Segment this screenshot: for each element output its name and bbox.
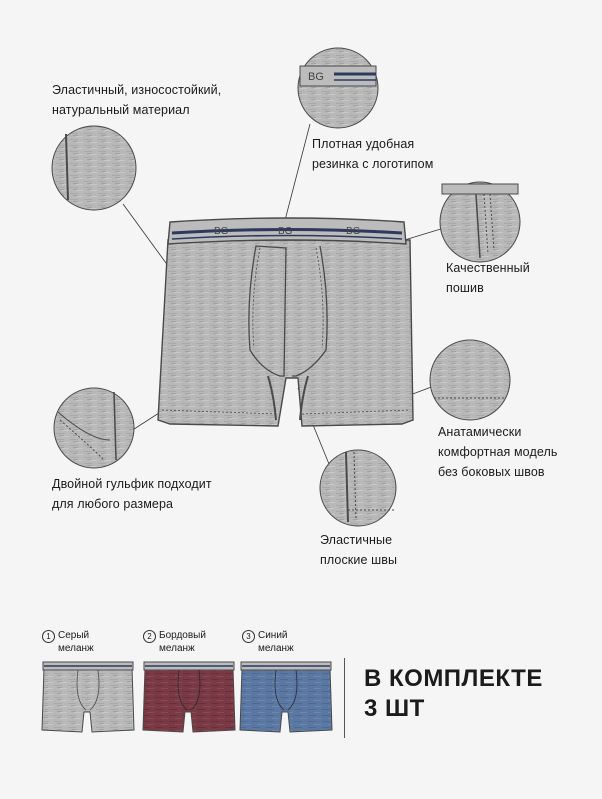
zoom-side	[430, 340, 510, 420]
feature-anatomic-line3: без боковых швов	[438, 465, 545, 479]
color-option-1-type: меланж	[58, 643, 94, 654]
logo-right: BG	[346, 226, 361, 237]
divider	[344, 658, 345, 738]
logo-zoom: BG	[308, 71, 324, 83]
feature-anatomic-line2: комфортная модель	[438, 445, 558, 459]
feature-material-line1: Эластичный, износостойкий,	[52, 83, 222, 97]
color-option-2-type: меланж	[159, 643, 195, 654]
feature-waistband-line1: Плотная удобная	[312, 137, 415, 151]
color-option-1	[42, 630, 94, 655]
set-title-line1: В КОМПЛЕКТЕ	[364, 665, 543, 692]
swatch-burgundy	[143, 662, 235, 732]
feature-fly-line2: для любого размера	[52, 497, 174, 511]
feature-fly-line1: Двойной гульфик подходит	[52, 477, 212, 491]
feature-seams-line2: плоские швы	[320, 553, 398, 567]
zoom-fly	[54, 388, 134, 468]
feature-waistband-line2: резинка с логотипом	[312, 157, 434, 171]
feature-material-line2: натуральный материал	[52, 103, 190, 117]
zoom-seams	[320, 450, 396, 526]
feature-waistband	[312, 134, 433, 174]
feature-quality-line1: Качественный	[446, 261, 530, 275]
color-option-2-number: 2	[143, 630, 156, 643]
color-option-3	[242, 630, 294, 655]
set-title-line2: 3 ШТ	[364, 695, 425, 722]
color-option-2	[143, 630, 206, 655]
zoom-material	[52, 126, 136, 210]
color-option-2-name: Бордовый	[159, 630, 206, 641]
color-option-3-type: меланж	[258, 643, 294, 654]
swatch-gray	[42, 662, 134, 732]
feature-quality	[446, 258, 530, 298]
swatch-blue	[240, 662, 332, 732]
feature-seams-line1: Эластичные	[320, 533, 393, 547]
feature-fly	[52, 474, 212, 514]
color-option-1-number: 1	[42, 630, 55, 643]
color-option-3-name: Синий	[258, 630, 288, 641]
feature-seams	[320, 530, 397, 570]
feature-anatomic-line1: Анатамически	[438, 425, 522, 439]
logo-center: BG	[278, 226, 293, 237]
logo-left: BG	[214, 226, 229, 237]
feature-material	[52, 80, 221, 120]
color-option-3-number: 3	[242, 630, 255, 643]
color-option-1-name: Серый	[58, 630, 90, 641]
feature-anatomic	[438, 422, 558, 482]
set-title	[364, 664, 543, 724]
feature-quality-line2: пошив	[446, 281, 484, 295]
main-boxer	[158, 218, 413, 426]
zoom-waistband	[298, 48, 378, 128]
